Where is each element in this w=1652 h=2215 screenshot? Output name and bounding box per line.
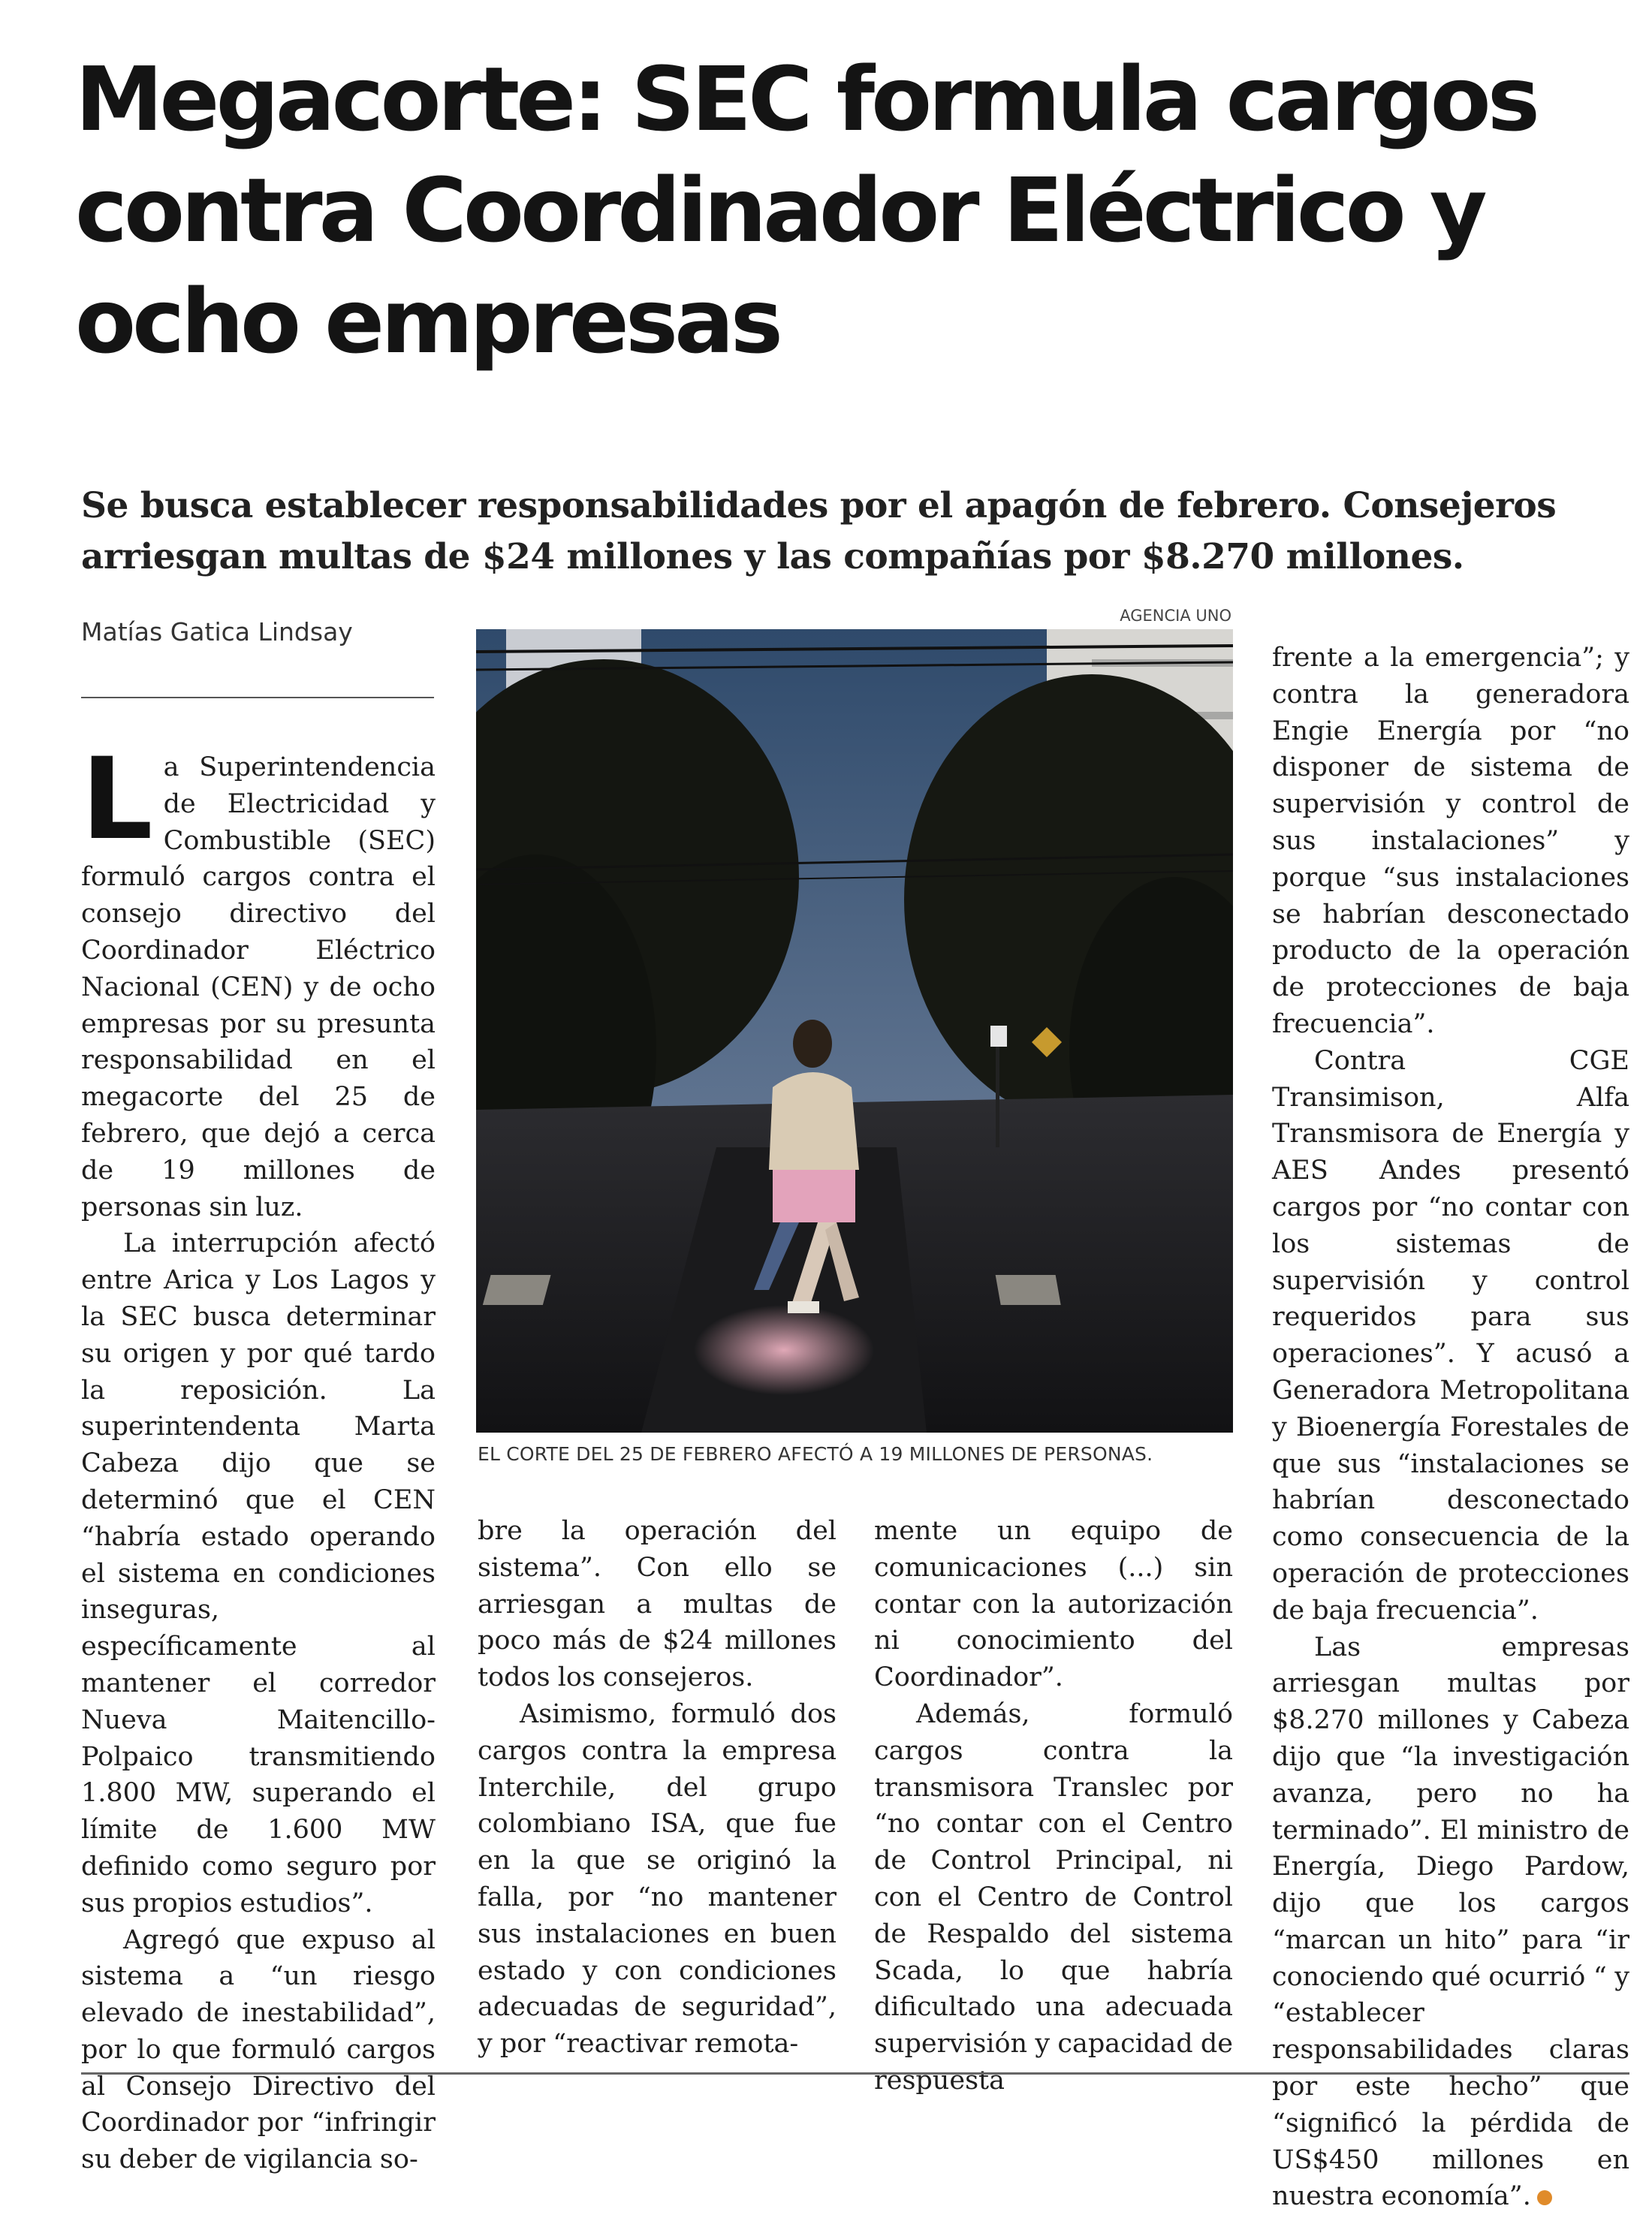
paragraph-10: [1272, 1629, 1629, 2215]
paragraph-2: La interrupción afectó entre Arica y Los Lagos y la SEC busca determinar su origen y por qué tardo la reposición. La superintendenta Marta Cabeza dijo que se determinó que el CEN “habría estado operando el sistema en condiciones inseguras, específicamente al mantener el corredor Nueva Maitencillo-Polpaico transmitiendo 1.800 MW, superando el límite de 1.600 MW definido como seguro por sus propios estudios”.: [81, 1228, 436, 1918]
column-2: [478, 1513, 837, 2063]
paragraph-7: Además, formuló cargos contra la transmisora Translec por “no contar con el Centro de Control Principal, ni con el Centro de Control de Respaldo del sistema Scada, lo que habría dificultado una adecuada supervisión y capacidad de respuesta: [874, 1698, 1233, 2096]
byline: Matías Gatica Lindsay: [81, 617, 353, 646]
photo-caption: EL CORTE DEL 25 DE FEBRERO AFECTÓ A 19 MILLONES DE PERSONAS.: [478, 1443, 1153, 1465]
paragraph-8: frente a la emergencia”; y contra la generadora Engie Energía por “no disponer de sistema de supervisión y control de sus instalaciones” y porque “sus instalaciones se habrían desconectado producto de la operación de protecciones de baja frecuencia”.: [1272, 643, 1629, 1039]
paragraph-5: Asimismo, formuló dos cargos contra la empresa Interchile, del grupo colombiano ISA, que fue en la que se originó la falla, por “no mantener sus instalaciones en buen estado y con condiciones adecuadas de seguridad”, y por “reactivar remota-: [478, 1698, 837, 2060]
byline-rule: [81, 697, 434, 698]
paragraph-1: [81, 734, 436, 1225]
news-photo: [476, 629, 1233, 1433]
column-3: [874, 1513, 1233, 2099]
drop-cap: L: [81, 734, 153, 865]
paragraph-10-text: Las empresas arriesgan multas por $8.270 millones y Cabeza dijo que “la investigación avanza, pero no ha terminado”. El ministro de Energía, Diego Pardow, dijo que los cargos “marcan un hito” para “ir conociendo qué ocurrió “ y “establecer responsabilidades claras por este hecho” que “significó la pérdida de US$450 millones en nuestra economía”.: [1272, 1632, 1629, 2212]
subheadline: Se busca establecer responsabilidades por el apagón de febrero. Consejeros arriesgan multas de $24 millones y las compañías por $8.270 millones.: [81, 485, 1557, 577]
column-4: [1272, 640, 1629, 2215]
headline: Megacorte: SEC formula cargos contra Coordinador Eléctrico y ocho empresas: [75, 47, 1536, 373]
column-1: [81, 734, 436, 2178]
paragraph-9: Contra CGE Transimison, Alfa Transmisora de Energía y AES Andes presentó cargos por “no contar con los sistemas de supervisión y control requeridos para sus operaciones”. Y acusó a Generadora Metropolitana y Bioenergía Forestales de que sus “instalaciones se habrían desconectado como consecuencia de la operación de protecciones de baja frecuencia”.: [1272, 1045, 1629, 1626]
bottom-rule: [81, 2072, 1629, 2075]
paragraph-1-text: a Superintendencia de Electricidad y Combustible (SEC) formuló cargos contra el consejo directivo del Coordinador Eléctrico Nacional (CEN) y de ocho empresas por su presunta responsabilidad en el megacorte del 25 de febrero, que dejó a cerca de 19 millones de personas sin luz.: [81, 752, 436, 1222]
paragraph-3: Agregó que expuso al sistema a “un riesgo elevado de inestabilidad”, por lo que formuló cargos al Consejo Directivo del Coordinador por “infringir su deber de vigilancia so-: [81, 1924, 436, 2175]
paragraph-4: bre la operación del sistema”. Con ello se arriesgan a multas de poco más de $24 millones todos los consejeros.: [478, 1516, 837, 1693]
paragraph-6: mente un equipo de comunicaciones (...) sin contar con la autorización ni conocimiento del Coordinador”.: [874, 1516, 1233, 1693]
photo-credit: AGENCIA UNO: [1120, 607, 1231, 625]
end-mark-icon: [1537, 2190, 1552, 2205]
